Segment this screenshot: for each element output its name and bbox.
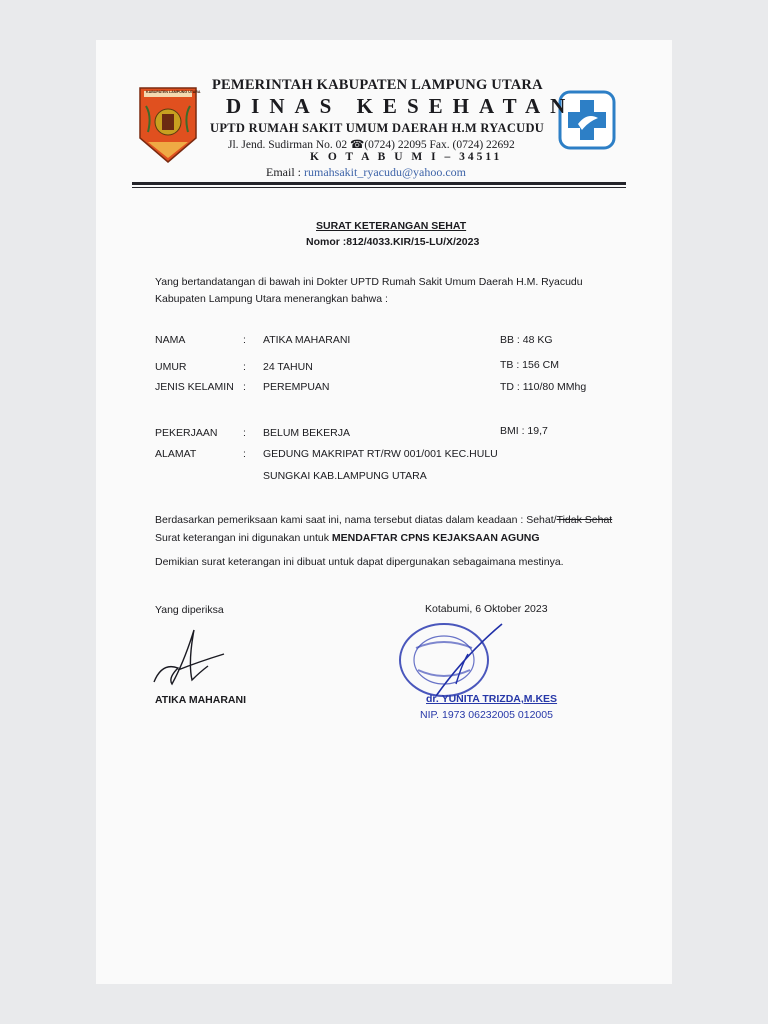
purpose-prefix: Surat keterangan ini digunakan untuk <box>155 532 332 544</box>
pekerjaan-value: BELUM BEKERJA <box>263 427 350 439</box>
email-link[interactable]: rumahsakit_ryacudu@yahoo.com <box>304 165 467 179</box>
alamat-label: ALAMAT <box>155 448 197 460</box>
patient-signature <box>148 622 228 690</box>
result-statement <box>155 514 612 526</box>
header-city: K O T A B U M I – 34511 <box>310 151 503 163</box>
result-struck: Tidak Sehat <box>556 514 613 526</box>
nama-sep: : <box>243 334 246 346</box>
header-address: Jl. Jend. Sudirman No. 02 ☎(0724) 22095 Fax. (0724) 22692 <box>228 139 515 151</box>
alamat-value-line-1: GEDUNG MAKRIPAT RT/RW 001/001 KEC.HULU <box>263 448 498 460</box>
document-title: SURAT KETERANGAN SEHAT <box>316 220 467 232</box>
nama-label: NAMA <box>155 334 186 346</box>
place-date: Kotabumi, 6 Oktober 2023 <box>425 603 548 615</box>
jenis-kelamin-sep: : <box>243 381 246 393</box>
pekerjaan-label: PEKERJAAN <box>155 427 218 439</box>
right-signatory-name: dr. YUNITA TRIZDA,M.KES <box>426 693 558 705</box>
nama-value: ATIKA MAHARANI <box>263 334 351 346</box>
header-hospital: UPTD RUMAH SAKIT UMUM DAERAH H.M RYACUDU <box>210 121 545 135</box>
email-label: Email : <box>266 165 304 179</box>
header-government: PEMERINTAH KABUPATEN LAMPUNG UTARA <box>212 77 543 93</box>
umur-sep: : <box>243 361 246 373</box>
header-rule-thin <box>132 187 626 188</box>
logo-caption: KABUPATEN LAMPUNG UTARA <box>146 90 201 94</box>
tb-value: TB : 156 CM <box>500 359 559 371</box>
regency-logo <box>138 86 201 164</box>
right-signatory-nip: NIP. 1973 06232005 012005 <box>420 709 553 721</box>
jenis-kelamin-label: JENIS KELAMIN <box>155 381 234 393</box>
alamat-sep: : <box>243 448 246 460</box>
purpose-statement <box>155 532 540 544</box>
left-signatory-name: ATIKA MAHARANI <box>155 694 246 706</box>
header-department: DINAS KESEHATAN <box>226 94 576 118</box>
left-signature-title: Yang diperiksa <box>155 604 224 616</box>
header-email <box>266 165 466 180</box>
td-value: TD : 110/80 MMhg <box>500 381 587 393</box>
bmi-value: BMI : 19,7 <box>500 425 548 437</box>
jenis-kelamin-value: PEREMPUAN <box>263 381 330 393</box>
intro-line-2: Kabupaten Lampung Utara menerangkan bahwa : <box>155 293 388 305</box>
result-prefix: Berdasarkan pemeriksaan kami saat ini, nama tersebut diatas dalam keadaan : Sehat/ <box>155 514 557 526</box>
pekerjaan-sep: : <box>243 427 246 439</box>
official-stamp <box>396 614 508 704</box>
umur-label: UMUR <box>155 361 187 373</box>
document-number: Nomor :812/4033.KIR/15-LU/X/2023 <box>306 236 480 248</box>
purpose-value: MENDAFTAR CPNS KEJAKSAAN AGUNG <box>331 532 540 544</box>
header-rule-thick <box>132 182 626 185</box>
intro-line-1: Yang bertandatangan di bawah ini Dokter UPTD Rumah Sakit Umum Daerah H.M. Ryacudu <box>155 276 583 288</box>
closing-statement: Demikian surat keterangan ini dibuat untuk dapat dipergunakan sebagaimana mestinya. <box>155 556 564 568</box>
umur-value: 24 TAHUN <box>263 361 313 373</box>
alamat-value-line-2: SUNGKAI KAB.LAMPUNG UTARA <box>263 470 427 482</box>
bb-value: BB : 48 KG <box>500 334 553 346</box>
